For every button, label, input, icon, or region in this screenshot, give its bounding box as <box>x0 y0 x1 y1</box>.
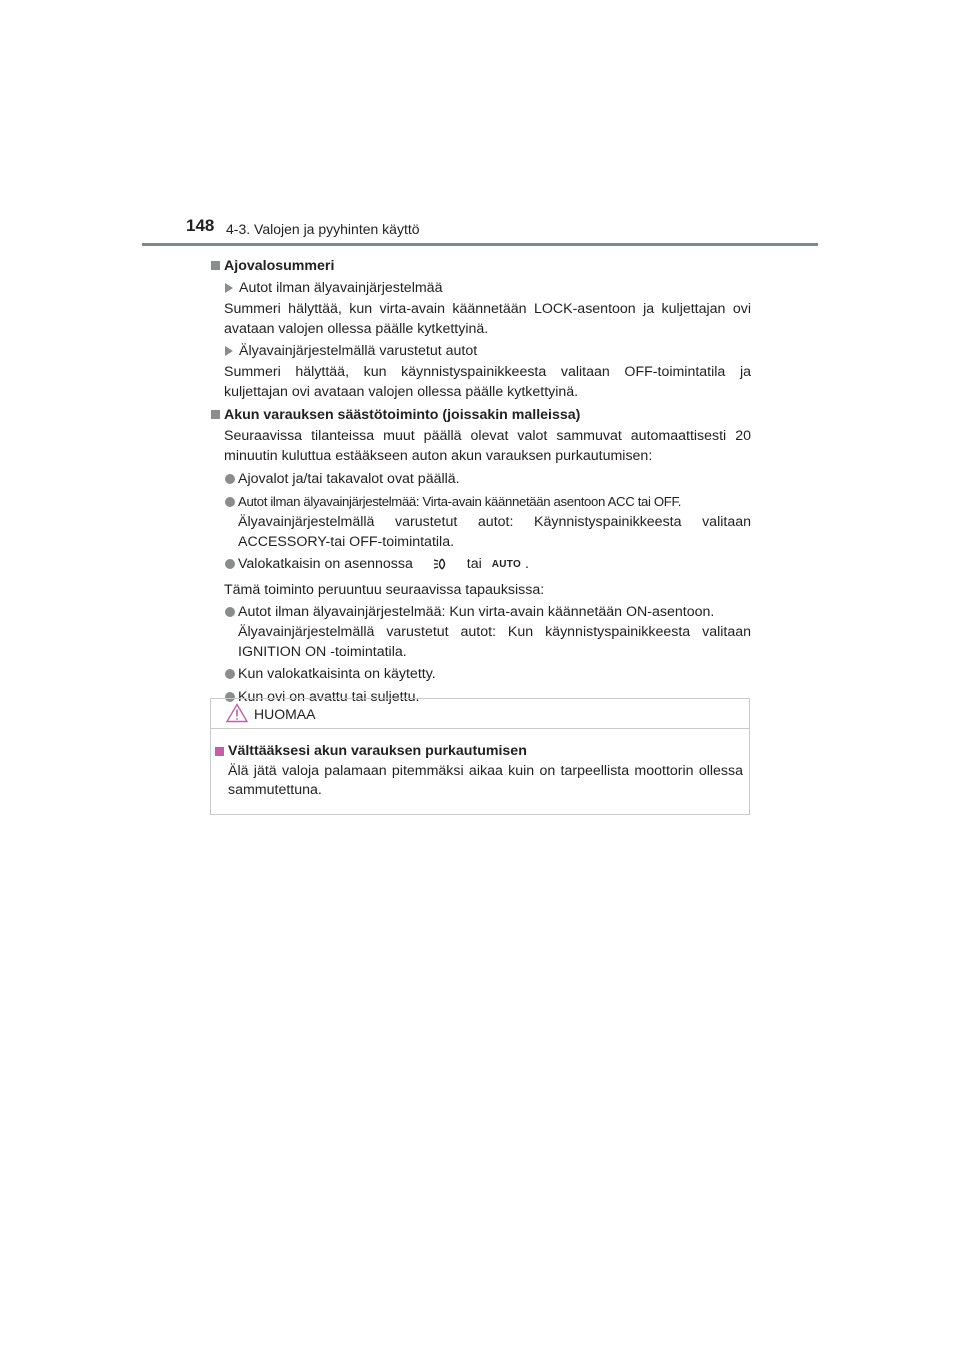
circle-bullet-icon <box>225 607 235 617</box>
buzzer-para1: Summeri hälyttää, kun virta-avain käännetään LOCK-asentoon ja kuljettajan ovi avataan valojen ollessa päälle kytkettyinä. <box>224 301 751 337</box>
bullet-text: Autot ilman älyavainjärjestelmää: Virta-avain käännetään asentoon ACC tai OFF. <box>238 494 682 509</box>
bullet-text: Autot ilman älyavainjärjestelmää: Kun virta-avain käännetään ON-asentoon. <box>238 604 715 620</box>
buzzer-para2: Summeri hälyttää, kun käynnistyspainikkeesta valitaan OFF-toimintatila ja kuljettajan ovi avataan valojen ollessa päälle kytkettyinä. <box>224 364 751 400</box>
sub1-text: Autot ilman älyavainjärjestelmää <box>239 280 443 296</box>
notice-heading <box>215 742 743 761</box>
buzzer-heading <box>211 256 751 276</box>
notice-header <box>211 699 749 729</box>
cancel-intro: Tämä toiminto peruuntuu seuraavissa tapauksissa: <box>224 582 545 598</box>
buzzer-sub2 <box>211 341 751 361</box>
auto-position-label: AUTO <box>491 559 522 570</box>
parking-light-icon <box>433 557 451 577</box>
notice-heading-text: Välttääksesi akun varauksen purkautumisen <box>228 743 527 759</box>
bullet-text: Valokatkaisin on asennossa <box>238 556 413 572</box>
battery-intro: Seuraavissa tilanteissa muut päällä olevat valot sammuvat automaattisesti 20 minuutin kuluttua estääkseen auton akun varauksen purkautumisen: <box>224 428 751 464</box>
bullet-text-end: . <box>525 556 529 572</box>
square-bullet-icon <box>211 261 220 270</box>
main-content <box>211 254 751 707</box>
triangle-bullet-icon <box>225 346 233 356</box>
buzzer-title: Ajovalosummeri <box>224 258 335 274</box>
square-bullet-icon <box>211 410 220 419</box>
square-bullet-icon <box>215 747 224 756</box>
notice-text: Älä jätä valoja palamaan pitemmäksi aikaa kuin on tarpeellista moottorin ollessa sammutettuna. <box>228 763 743 798</box>
notice-box <box>210 698 750 815</box>
list-item <box>211 469 751 489</box>
list-item <box>211 602 751 662</box>
battery-title: Akun varauksen säästötoiminto (joissakin malleissa) <box>224 407 581 423</box>
circle-bullet-icon <box>225 669 235 679</box>
bullet-text-or: tai <box>466 556 482 572</box>
sub2-text: Älyavainjärjestelmällä varustetut autot <box>239 343 478 359</box>
circle-bullet-icon <box>225 474 235 484</box>
section-title: 4-3. Valojen ja pyyhinten käyttö <box>226 221 420 237</box>
warning-triangle-icon <box>226 703 248 728</box>
header-rule <box>142 243 818 246</box>
list-item <box>211 492 751 552</box>
list-item <box>211 554 751 577</box>
buzzer-sub1 <box>211 278 751 298</box>
bullet-text: Älyavainjärjestelmällä varustetut autot: Käynnistyspainikkeesta valitaan ACCESSORY-tai OFF-toimintatila. <box>238 514 751 550</box>
page-header <box>186 216 818 246</box>
bullet-text: Kun valokatkaisinta on käytetty. <box>238 666 436 682</box>
bullet-text: Ajovalot ja/tai takavalot ovat päällä. <box>238 471 460 487</box>
bullet-text: Älyavainjärjestelmällä varustetut autot: Kun käynnistyspainikkeesta valitaan IGNITION ON -toimintatila. <box>238 624 751 660</box>
battery-heading <box>211 405 751 425</box>
circle-bullet-icon <box>225 559 235 569</box>
list-item <box>211 664 751 684</box>
notice-body <box>215 740 743 800</box>
notice-title: HUOMAA <box>254 706 316 722</box>
triangle-bullet-icon <box>225 283 233 293</box>
page-number: 148 <box>186 216 215 235</box>
bullet-text: Kun ovi on avattu tai suljettu. <box>238 689 420 705</box>
circle-bullet-icon <box>225 497 235 507</box>
